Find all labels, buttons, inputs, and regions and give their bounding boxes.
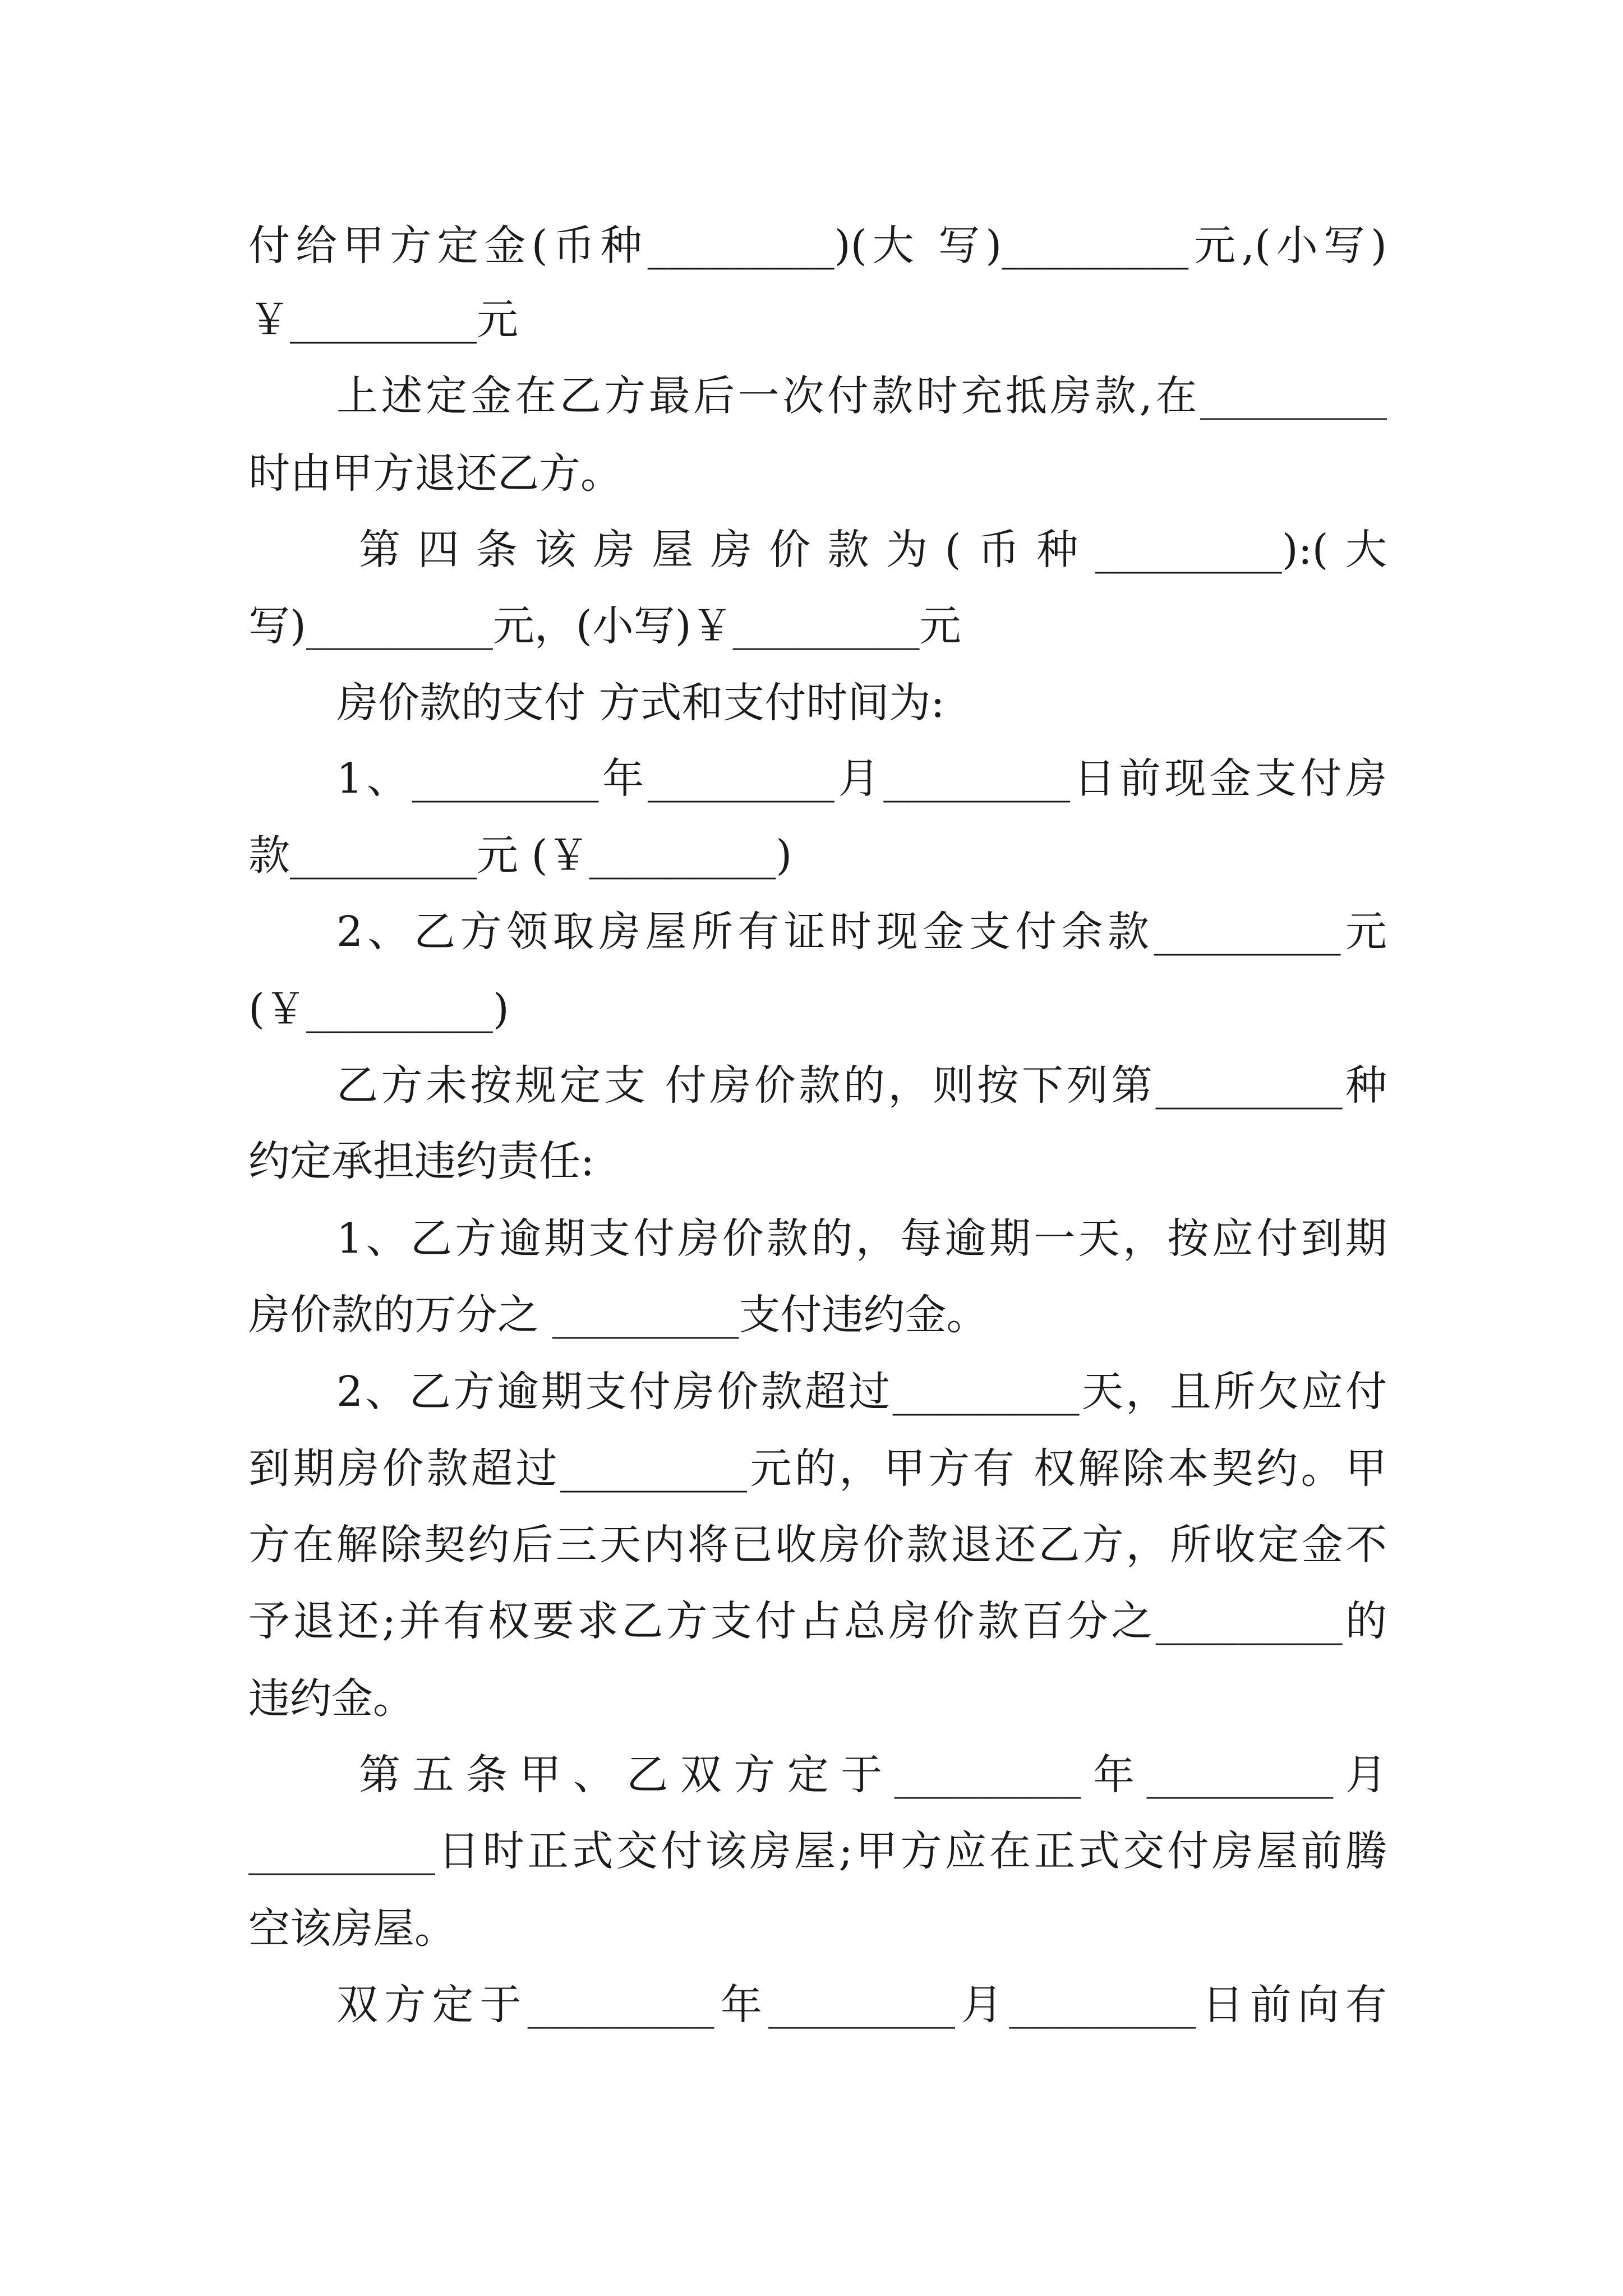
text-line: 第四条该房屋房价款为(币种_________):(大 bbox=[359, 526, 1387, 574]
text-line: 2、乙方领取房屋所有证时现金支付余款_________元 bbox=[336, 908, 1387, 956]
text-line: 方在解除契约后三天内将已收房价款退还乙方，所收定金不 bbox=[248, 1521, 1387, 1569]
text-line: 乙方未按规定支 付房价款的，则按下列第_________种 bbox=[336, 1061, 1387, 1110]
text-line: 到期房价款超过_________元的，甲方有 权解除本契约。甲 bbox=[248, 1444, 1387, 1493]
text-line: _________日时正式交付该房屋;甲方应在正式交付房屋前腾 bbox=[248, 1827, 1387, 1875]
text-line: 第五条甲、乙双方定于_________年_________月 bbox=[359, 1751, 1387, 1799]
text-line: 违约金。 bbox=[248, 1674, 414, 1723]
text-line: 写)_________元，(小写)￥_________元 bbox=[248, 602, 961, 650]
text-line: 予退还;并有权要求乙方支付占总房价款百分之_________的 bbox=[248, 1597, 1387, 1645]
text-line: 约定承担违约责任: bbox=[248, 1137, 594, 1185]
text-line: 时由甲方退还乙方。 bbox=[248, 449, 622, 498]
text-line: 上述定金在乙方最后一次付款时充抵房款,在_________ bbox=[336, 372, 1387, 420]
text-line: 房价款的万分之 _________支付违约金。 bbox=[248, 1291, 988, 1339]
text-line: 空该房屋。 bbox=[248, 1904, 456, 1953]
text-line: ￥_________元 bbox=[248, 296, 518, 344]
text-line: 双方定于_________年_________月_________日前向有 bbox=[336, 1981, 1387, 2029]
text-line: 2、乙方逾期支付房价款超过_________天，且所欠应付 bbox=[336, 1368, 1387, 1416]
text-line: (￥_________) bbox=[248, 985, 509, 1033]
text-line: 房价款的支付 方式和支付时间为: bbox=[336, 679, 945, 727]
text-line: 付给甲方定金(币种_________)(大 写)_________元,(小写) bbox=[248, 222, 1387, 270]
text-line: 款_________元 (￥_________) bbox=[248, 831, 792, 880]
text-line: 1、_________年_________月_________日前现金支付房 bbox=[336, 754, 1387, 803]
text-line: 1、乙方逾期支付房价款的，每逾期一天，按应付到期 bbox=[336, 1214, 1387, 1263]
